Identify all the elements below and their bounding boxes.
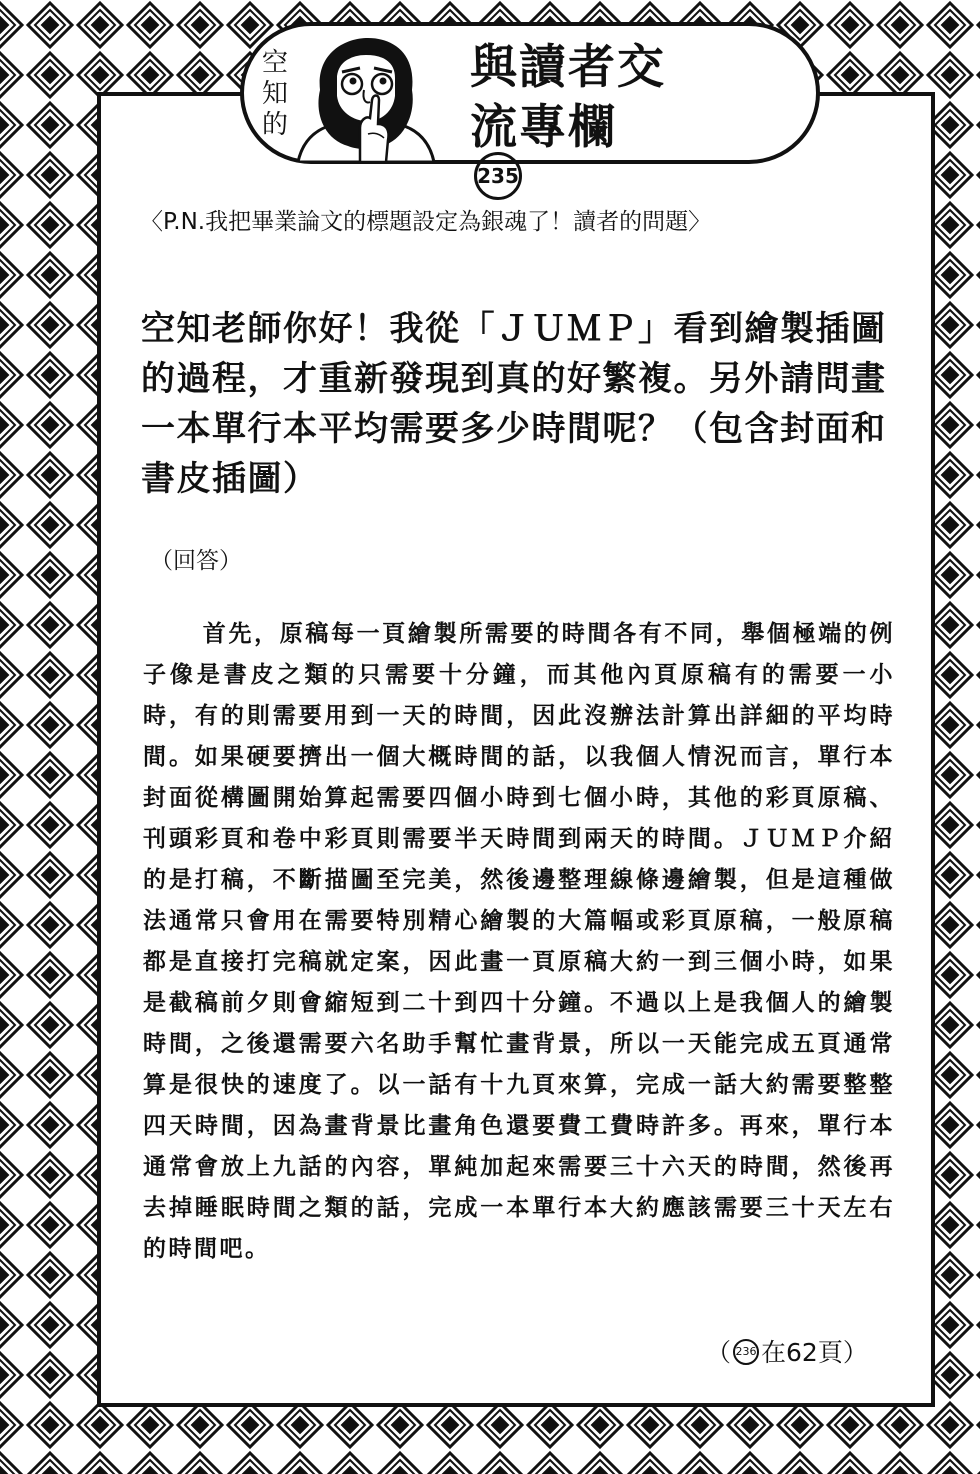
border-diamond	[0, 1267, 8, 1283]
border-diamond	[0, 567, 8, 583]
border-diamond	[42, 1317, 58, 1333]
border-diamond	[942, 1067, 958, 1083]
border-diamond	[0, 217, 8, 233]
border-diamond	[42, 17, 58, 33]
border-diamond	[42, 817, 58, 833]
border-diamond	[892, 1417, 908, 1433]
border-diamond	[942, 567, 958, 583]
border-diamond	[42, 217, 58, 233]
border-diamond	[0, 317, 8, 333]
border-diamond	[842, 17, 858, 33]
border-diamond	[942, 167, 958, 183]
header-prefix-char: 知	[261, 79, 288, 109]
border-diamond	[42, 717, 58, 733]
border-diamond	[942, 1367, 958, 1383]
border-diamond	[942, 667, 958, 683]
next-issue-badge: 236	[733, 1339, 759, 1365]
border-diamond	[0, 467, 8, 483]
border-diamond	[942, 1167, 958, 1183]
border-diamond	[0, 967, 8, 983]
border-diamond	[242, 17, 258, 33]
border-diamond	[492, 1417, 508, 1433]
title-line-1: 與讀者交	[470, 40, 666, 95]
reader-question: 空知老師你好！我從「ＪＵＭＰ」看到繪製插圖的過程，才重新發現到真的好繁複。另外請問畫一本單行本平均需要多少時間呢？（包含封面和書皮插圖）	[141, 309, 887, 499]
border-diamond	[392, 1417, 408, 1433]
border-diamond	[742, 1417, 758, 1433]
border-diamond	[0, 17, 8, 33]
footer-page-text: 在62頁	[761, 1338, 843, 1367]
border-diamond	[492, 1467, 508, 1474]
border-diamond	[442, 1467, 458, 1474]
header-prefix-char: 的	[261, 110, 288, 140]
border-diamond	[692, 1417, 708, 1433]
border-diamond	[42, 1267, 58, 1283]
border-diamond	[442, 1417, 458, 1433]
border-diamond	[342, 1417, 358, 1433]
border-diamond	[942, 1017, 958, 1033]
border-diamond	[942, 517, 958, 533]
answer-label: （回答）	[150, 548, 242, 574]
border-diamond	[42, 567, 58, 583]
border-diamond	[942, 867, 958, 883]
column-title	[470, 38, 720, 206]
border-diamond	[0, 867, 8, 883]
border-diamond	[142, 67, 158, 83]
border-diamond	[842, 1417, 858, 1433]
border-diamond	[942, 117, 958, 133]
border-diamond	[542, 1417, 558, 1433]
border-diamond	[0, 717, 8, 733]
border-diamond	[942, 17, 958, 33]
header-prefix	[258, 48, 292, 141]
border-diamond	[42, 1017, 58, 1033]
border-diamond	[42, 1367, 58, 1383]
border-diamond	[792, 1467, 808, 1474]
border-diamond	[142, 17, 158, 33]
border-diamond	[942, 617, 958, 633]
border-diamond	[192, 67, 208, 83]
issue-number-badge: 235	[474, 152, 522, 200]
border-diamond	[0, 367, 8, 383]
border-diamond	[0, 167, 8, 183]
footer-paren-open: （	[706, 1338, 732, 1367]
border-diamond	[942, 1117, 958, 1133]
border-diamond	[592, 1417, 608, 1433]
border-diamond	[42, 267, 58, 283]
border-diamond	[42, 367, 58, 383]
border-diamond	[642, 1467, 658, 1474]
border-diamond	[42, 917, 58, 933]
border-diamond	[42, 967, 58, 983]
border-diamond	[0, 1217, 8, 1233]
border-diamond	[42, 1167, 58, 1183]
border-diamond	[892, 67, 908, 83]
answer-body: 首先，原稿每一頁繪製所需要的時間各有不同，舉個極端的例子像是書皮之類的只需要十分鐘，而其他內頁原稿有的需要一小時，有的則需要用到一天的時間，因此沒辦法計算出詳細的平均時間。如果硬要擠出一個大概時間的話，以我個人情況而言，單行本封面從構圖開始算起需要四個小時到七個小時，其他的彩頁原稿、刊頭彩頁和卷中彩頁則需要半天時間到兩天的時間。ＪＵＭＰ介紹的是打稿，不斷描圖至完美，然後邊整理線條邊繪製，但是這種做法通常只會用在需要特別精心繪製的大篇幅或彩頁原稿，一般原稿都是直接打完稿就定案，因此畫一頁原稿大約一到三個小時，如果是截稿前夕則會縮短到二十到四十分鐘。不過以上是我個人的繪製時間，之後還需要六名助手幫忙畫背景，所以一天能完成五頁通常算是很快的速度了。以一話有十九頁來算，完成一話大約需要整整四天時間，因為畫背景比畫角色還要費工費時許多。再來，單行本通常會放上九話的內容，單純加起來需要三十六天的時間，然後再去掉睡眠時間之類的話，完成一本單行本大約應該需要三十天左右的時間吧。	[143, 621, 895, 1262]
border-diamond	[642, 1417, 658, 1433]
border-diamond	[0, 1117, 8, 1133]
border-diamond	[0, 67, 8, 83]
border-diamond	[0, 1067, 8, 1083]
border-diamond	[42, 317, 58, 333]
border-diamond	[0, 1417, 8, 1433]
border-diamond	[42, 667, 58, 683]
border-diamond	[42, 417, 58, 433]
border-diamond	[0, 417, 8, 433]
border-diamond	[892, 1467, 908, 1474]
border-diamond	[942, 367, 958, 383]
border-diamond	[42, 467, 58, 483]
continuation-reference	[706, 1336, 868, 1370]
border-diamond	[0, 817, 8, 833]
border-diamond	[92, 17, 108, 33]
border-diamond	[42, 167, 58, 183]
border-diamond	[942, 1467, 958, 1474]
border-diamond	[142, 1467, 158, 1474]
border-diamond	[42, 1417, 58, 1433]
border-diamond	[942, 1267, 958, 1283]
border-diamond	[942, 467, 958, 483]
border-diamond	[42, 1217, 58, 1233]
border-diamond	[42, 517, 58, 533]
bearded-author-mascot-icon	[290, 30, 440, 162]
border-diamond	[342, 1467, 358, 1474]
border-diamond	[392, 1467, 408, 1474]
border-diamond	[0, 517, 8, 533]
border-diamond	[92, 1467, 108, 1474]
border-diamond	[42, 617, 58, 633]
border-diamond	[942, 717, 958, 733]
border-diamond	[942, 67, 958, 83]
border-diamond	[42, 117, 58, 133]
border-diamond	[692, 1467, 708, 1474]
border-diamond	[192, 1467, 208, 1474]
border-diamond	[142, 1417, 158, 1433]
border-diamond	[0, 1017, 8, 1033]
border-diamond	[92, 67, 108, 83]
border-diamond	[892, 17, 908, 33]
border-diamond	[942, 217, 958, 233]
border-diamond	[792, 17, 808, 33]
border-diamond	[592, 1467, 608, 1474]
border-diamond	[92, 1417, 108, 1433]
border-diamond	[942, 267, 958, 283]
border-diamond	[842, 1467, 858, 1474]
border-diamond	[292, 1417, 308, 1433]
border-diamond	[42, 1467, 58, 1474]
border-diamond	[0, 667, 8, 683]
border-diamond	[192, 1417, 208, 1433]
border-diamond	[42, 1067, 58, 1083]
border-diamond	[0, 1317, 8, 1333]
border-diamond	[242, 1417, 258, 1433]
border-diamond	[192, 17, 208, 33]
border-diamond	[942, 317, 958, 333]
reader-pen-name-line: 〈P.N.我把畢業論文的標題設定為銀魂了！讀者的問題〉	[140, 209, 712, 235]
border-diamond	[942, 767, 958, 783]
border-diamond	[942, 917, 958, 933]
border-diamond	[942, 817, 958, 833]
border-diamond	[0, 267, 8, 283]
border-diamond	[942, 1217, 958, 1233]
border-diamond	[0, 1367, 8, 1383]
border-diamond	[0, 917, 8, 933]
border-diamond	[42, 1117, 58, 1133]
border-diamond	[842, 67, 858, 83]
border-diamond	[0, 767, 8, 783]
border-diamond	[0, 1167, 8, 1183]
border-diamond	[42, 67, 58, 83]
footer-paren-close: ）	[842, 1338, 868, 1367]
border-diamond	[42, 867, 58, 883]
border-diamond	[542, 1467, 558, 1474]
border-diamond	[42, 767, 58, 783]
border-diamond	[792, 1417, 808, 1433]
border-diamond	[942, 1417, 958, 1433]
border-diamond	[0, 117, 8, 133]
header-prefix-char: 空	[261, 48, 288, 78]
border-diamond	[942, 967, 958, 983]
border-diamond	[742, 1467, 758, 1474]
border-diamond	[0, 617, 8, 633]
border-diamond	[242, 1467, 258, 1474]
border-diamond	[292, 1467, 308, 1474]
title-line-2: 流專欄	[470, 100, 617, 155]
border-diamond	[942, 1317, 958, 1333]
border-diamond	[942, 417, 958, 433]
